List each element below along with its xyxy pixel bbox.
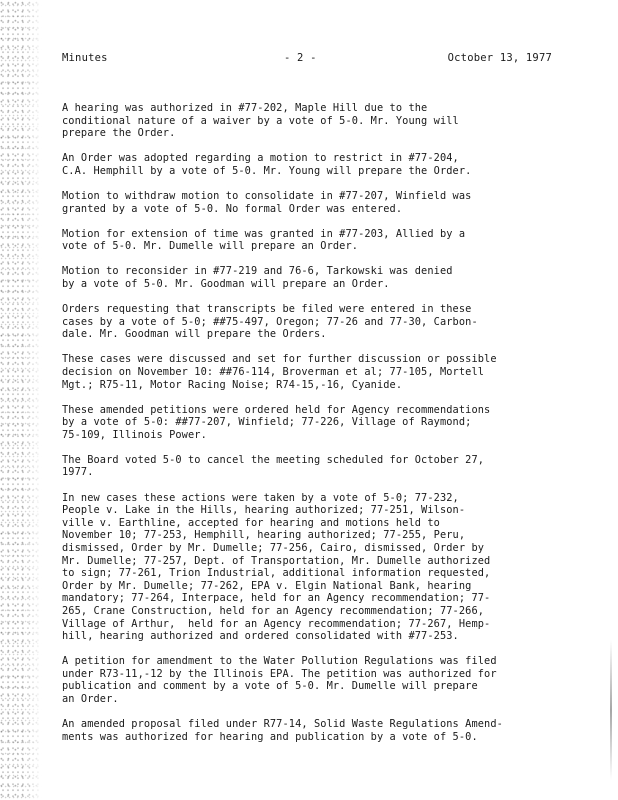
- minutes-paragraph: [62, 152, 542, 177]
- text-line: cases by a vote of 5-0; ##75-497, Oregon; 77-26 and 77-30, Carbon-: [62, 315, 478, 328]
- text-line: by a vote of 5-0. Mr. Goodman will prepare an Order.: [62, 277, 390, 290]
- text-line: to sign; 77-261, Trion Industrial, additional information requested,: [62, 567, 491, 580]
- text-line: publication and comment by a vote of 5-0. Mr. Dumelle will prepare: [62, 680, 478, 693]
- page-number: - 2 -: [284, 52, 317, 64]
- header-date: October 13, 1977: [447, 52, 552, 64]
- text-line: mandatory; 77-264, Interpace, held for an Agency recommendation; 77-: [62, 592, 491, 605]
- text-line: vote of 5-0. Mr. Dumelle will prepare an Order.: [62, 240, 359, 253]
- page-header: [62, 52, 552, 70]
- text-line: A hearing was authorized in #77-202, Maple Hill due to the: [62, 102, 428, 114]
- text-line: decision on November 10: ##76-114, Broverman et al; 77-105, Mortell: [62, 365, 485, 378]
- text-line: Village of Arthur, held for an Agency recommendation; 77-267, Hemp-: [62, 617, 491, 630]
- text-line: conditional nature of a waiver by a vote of 5-0. Mr. Young will: [62, 114, 459, 127]
- minutes-paragraph: [62, 454, 542, 479]
- text-line: These amended petitions were ordered held for Agency recommendations: [62, 403, 491, 416]
- text-line: Mgt.; R75-11, Motor Racing Noise; R74-15,-16, Cyanide.: [62, 378, 403, 391]
- text-line: An Order was adopted regarding a motion to restrict in #77-204,: [62, 152, 459, 165]
- minutes-paragraph: [62, 190, 542, 215]
- minutes-paragraph: [62, 353, 542, 391]
- minutes-paragraph: [62, 102, 542, 140]
- minutes-paragraph: [62, 303, 542, 341]
- text-line: 265, Crane Construction, held for an Agency recommendation; 77-266,: [62, 604, 485, 617]
- text-line: Order by Mr. Dumelle; 77-262, EPA v. Elgin National Bank, hearing: [62, 579, 472, 592]
- text-line: an Order.: [62, 692, 119, 705]
- text-line: Orders requesting that transcripts be filed were entered in these: [62, 303, 472, 316]
- scan-edge-noise: [0, 0, 42, 800]
- text-line: Motion for extension of time was granted in #77-203, Allied by a: [62, 227, 466, 240]
- text-line: prepare the Order.: [62, 127, 176, 140]
- text-line: under R73-11,-12 by the Illinois EPA. The petition was authorized for: [62, 667, 497, 680]
- text-line: A petition for amendment to the Water Pollution Regulations was filed: [62, 655, 497, 668]
- minutes-paragraph: [62, 404, 542, 442]
- text-line: Mr. Dumelle; 77-257, Dept. of Transportation, Mr. Dumelle authorized: [62, 554, 491, 567]
- minutes-paragraph: [62, 655, 542, 705]
- minutes-body: [62, 102, 542, 743]
- text-line: These cases were discussed and set for further discussion or possible: [62, 353, 497, 366]
- minutes-paragraph: [62, 265, 542, 290]
- text-line: C.A. Hemphill by a vote of 5-0. Mr. Young will prepare the Order.: [62, 164, 472, 177]
- text-line: Motion to withdraw motion to consolidate in #77-207, Winfield was: [62, 189, 472, 202]
- scan-edge-mark: [610, 640, 612, 780]
- text-line: ments was authorized for hearing and publication by a vote of 5-0.: [62, 730, 478, 743]
- text-line: In new cases these actions were taken by a vote of 5-0; 77-232,: [62, 491, 459, 504]
- text-line: dismissed, Order by Mr. Dumelle; 77-256, Cairo, dismissed, Order by: [62, 541, 485, 554]
- text-line: Motion to reconsider in #77-219 and 76-6, Tarkowski was denied: [62, 265, 453, 278]
- minutes-paragraph: [62, 228, 542, 253]
- text-line: The Board voted 5-0 to cancel the meeting scheduled for October 27,: [62, 453, 485, 466]
- text-line: 75-109, Illinois Power.: [62, 428, 207, 441]
- text-line: November 10; 77-253, Hemphill, hearing authorized; 77-255, Peru,: [62, 529, 466, 542]
- text-line: ville v. Earthline, accepted for hearing and motions held to: [62, 516, 440, 529]
- text-line: People v. Lake in the Hills, hearing authorized; 77-251, Wilson-: [62, 504, 466, 517]
- text-line: by a vote of 5-0: ##77-207, Winfield; 77-226, Village of Raymond;: [62, 416, 472, 429]
- header-title: Minutes: [62, 52, 108, 64]
- text-line: 1977.: [62, 466, 94, 479]
- minutes-paragraph: [62, 718, 542, 743]
- document-page: [62, 52, 552, 756]
- text-line: dale. Mr. Goodman will prepare the Orders.: [62, 328, 327, 341]
- text-line: An amended proposal filed under R77-14, Solid Waste Regulations Amend-: [62, 718, 503, 731]
- text-line: granted by a vote of 5-0. No formal Order was entered.: [62, 202, 403, 215]
- minutes-paragraph: [62, 492, 542, 643]
- text-line: hill, hearing authorized and ordered consolidated with #77-253.: [62, 630, 459, 643]
